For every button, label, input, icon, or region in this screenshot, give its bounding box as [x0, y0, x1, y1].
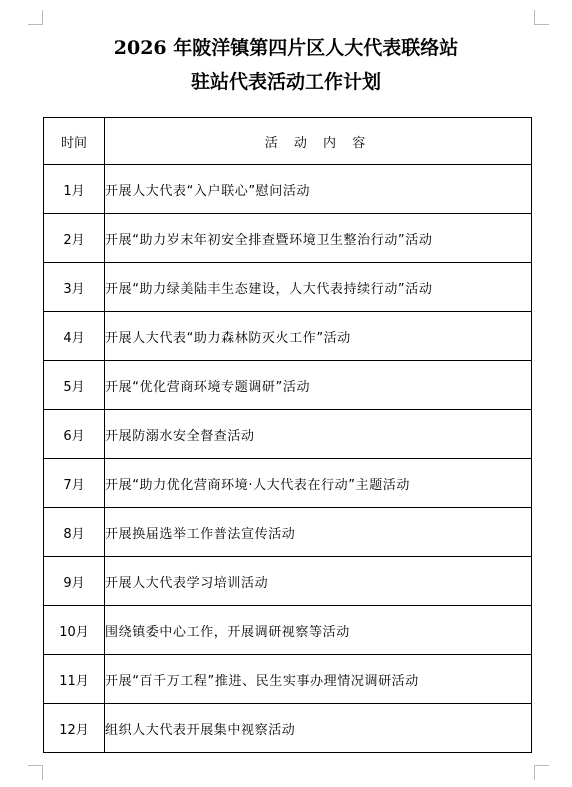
row-content: 组织人大代表开展集中视察活动 — [105, 704, 532, 753]
row-content: 开展“百千万工程”推进、民生实事办理情况调研活动 — [105, 655, 532, 704]
row-month: 8月 — [44, 508, 105, 557]
row-month: 10月 — [44, 606, 105, 655]
row-content: 开展人大代表“助力森林防灭火工作”活动 — [105, 312, 532, 361]
table-row — [44, 263, 532, 312]
page-corner-mark-top-left — [28, 10, 43, 25]
row-month: 3月 — [44, 263, 105, 312]
row-month: 7月 — [44, 459, 105, 508]
row-month: 6月 — [44, 410, 105, 459]
row-content: 开展换届选举工作普法宣传活动 — [105, 508, 532, 557]
document-title-line-2: 驻站代表活动工作计划 — [190, 71, 381, 93]
header-content: 活 动 内 容 — [105, 118, 532, 165]
row-month: 12月 — [44, 704, 105, 753]
row-month: 1月 — [44, 165, 105, 214]
header-month: 时间 — [44, 118, 105, 165]
table-row — [44, 214, 532, 263]
row-month: 11月 — [44, 655, 105, 704]
table-header-row — [44, 118, 532, 165]
row-month: 4月 — [44, 312, 105, 361]
table-row — [44, 459, 532, 508]
page-corner-mark-top-right — [534, 10, 549, 25]
activity-plan-table — [43, 117, 532, 753]
row-content: 开展“助力绿美陆丰生态建设，人大代表持续行动”活动 — [105, 263, 532, 312]
row-content: 开展“优化营商环境专题调研”活动 — [105, 361, 532, 410]
document-title-line-1: 2026 年陂洋镇第四片区人大代表联络站 — [113, 37, 459, 59]
row-content: 开展人大代表“入户联心”慰问活动 — [105, 165, 532, 214]
page-corner-mark-bottom-left — [28, 765, 43, 780]
table-row — [44, 165, 532, 214]
row-content: 开展防溺水安全督查活动 — [105, 410, 532, 459]
table-row — [44, 606, 532, 655]
row-content: 开展“助力岁末年初安全排查暨环境卫生整治行动”活动 — [105, 214, 532, 263]
row-content: 开展“助力优化营商环境·人大代表在行动”主题活动 — [105, 459, 532, 508]
table-row — [44, 312, 532, 361]
row-month: 9月 — [44, 557, 105, 606]
table-row — [44, 704, 532, 753]
row-month: 2月 — [44, 214, 105, 263]
row-content: 围绕镇委中心工作，开展调研视察等活动 — [105, 606, 532, 655]
row-month: 5月 — [44, 361, 105, 410]
table-row — [44, 557, 532, 606]
row-content: 开展人大代表学习培训活动 — [105, 557, 532, 606]
table-row — [44, 361, 532, 410]
table-row — [44, 508, 532, 557]
table-row — [44, 655, 532, 704]
page-corner-mark-bottom-right — [534, 765, 549, 780]
table-row — [44, 410, 532, 459]
